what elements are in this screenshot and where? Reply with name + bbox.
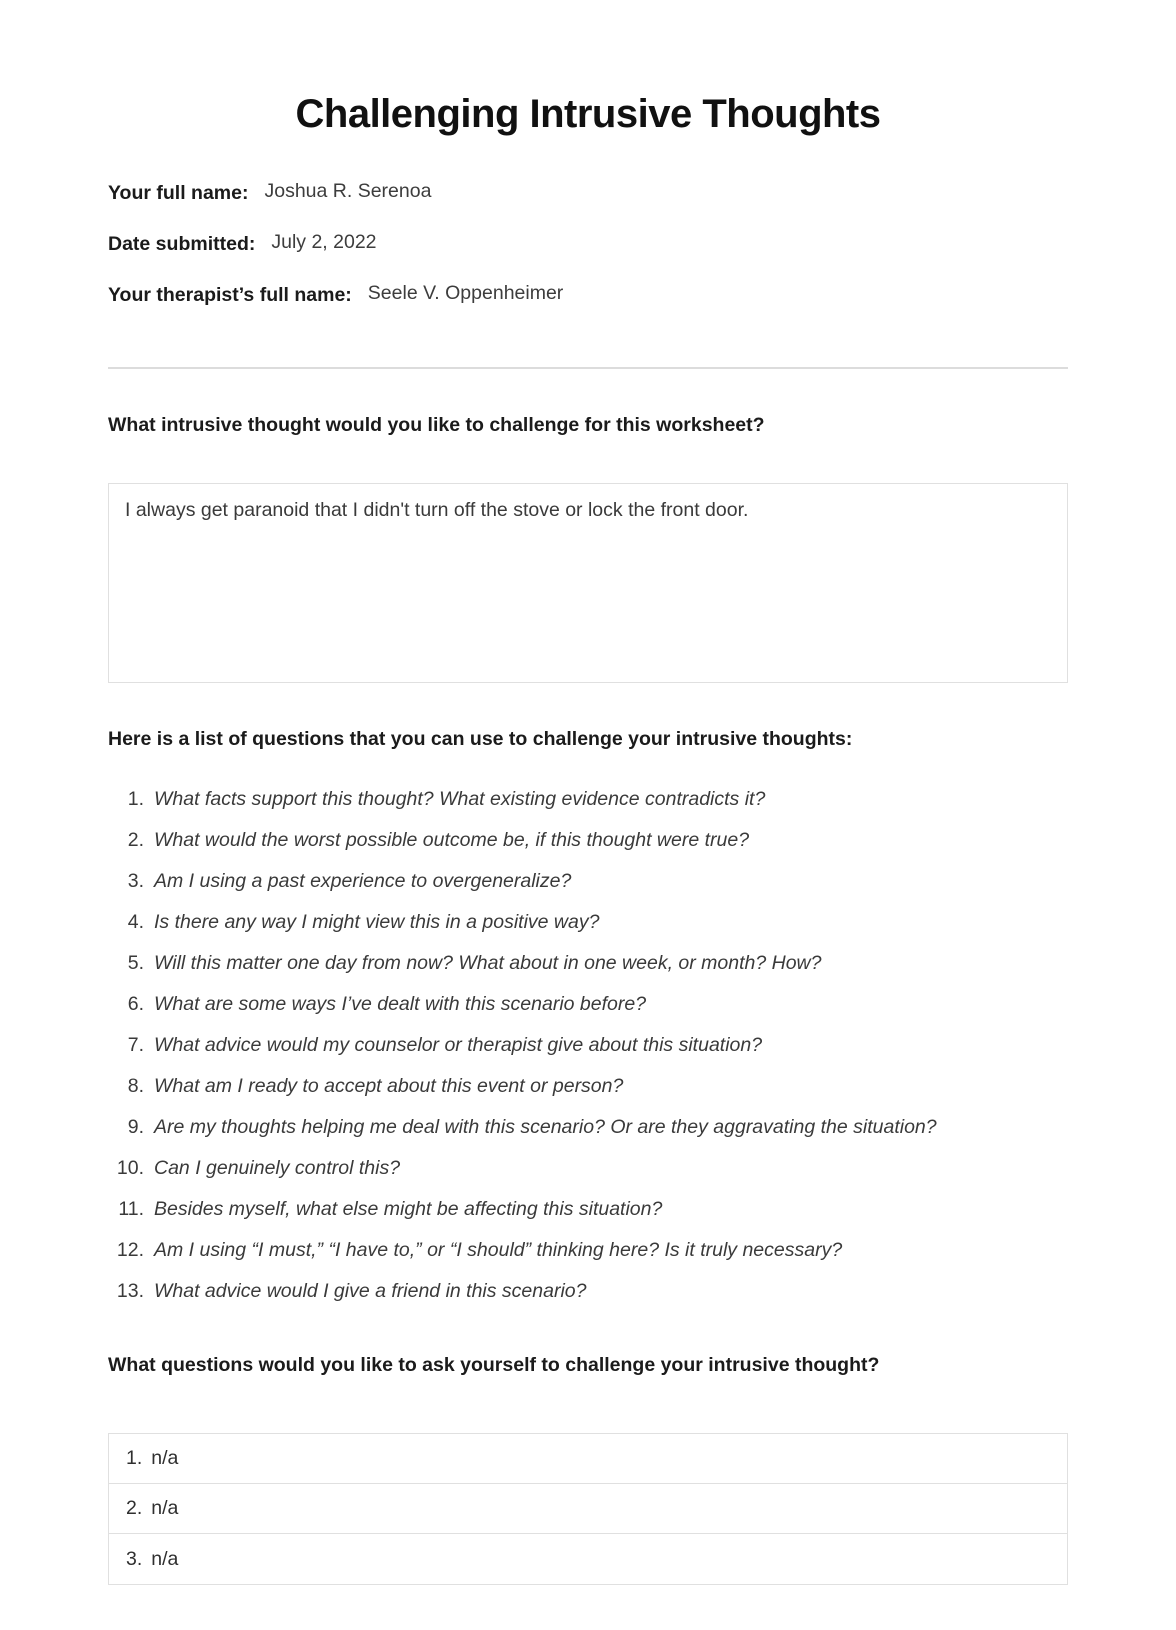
full-name-value[interactable]: Joshua R. Serenoa bbox=[264, 180, 432, 202]
therapist-name-label: Your therapist’s full name: bbox=[108, 284, 352, 306]
intrusive-thought-question-heading: What intrusive thought would you like to challenge for this worksheet? bbox=[108, 414, 765, 436]
date-submitted-value[interactable]: July 2, 2022 bbox=[271, 231, 377, 253]
full-name-row bbox=[108, 181, 1068, 205]
therapist-name-value[interactable]: Seele V. Oppenheimer bbox=[367, 282, 564, 304]
full-name-label: Your full name: bbox=[108, 182, 249, 204]
therapist-name-row bbox=[108, 283, 1068, 307]
challenge-question-7: What advice would my counselor or therapist give about this situation? bbox=[154, 1034, 763, 1056]
self-question-value-2[interactable]: n/a bbox=[151, 1497, 179, 1519]
intrusive-thought-answer-box[interactable]: I always get paranoid that I didn't turn off the stove or lock the front door. bbox=[108, 483, 1068, 683]
self-question-value-1[interactable]: n/a bbox=[151, 1447, 179, 1469]
challenge-question-4: Is there any way I might view this in a positive way? bbox=[154, 911, 600, 933]
page-title: Challenging Intrusive Thoughts bbox=[295, 92, 881, 136]
self-questions-heading: What questions would you like to ask yourself to challenge your intrusive thought? bbox=[108, 1354, 880, 1376]
challenge-question-9: Are my thoughts helping me deal with this scenario? Or are they aggravating the situation? bbox=[154, 1116, 937, 1138]
challenge-question-3: Am I using a past experience to overgeneralize? bbox=[154, 870, 572, 892]
challenge-question-8: What am I ready to accept about this event or person? bbox=[154, 1075, 624, 1097]
date-submitted-label: Date submitted: bbox=[108, 233, 256, 255]
challenge-question-2: What would the worst possible outcome be, if this thought were true? bbox=[154, 829, 750, 851]
challenge-questions-list bbox=[108, 787, 1068, 1303]
challenge-question-5: Will this matter one day from now? What about in one week, or month? How? bbox=[154, 952, 822, 974]
challenge-question-12: Am I using “I must,” “I have to,” or “I should” thinking here? Is it truly necessary? bbox=[154, 1239, 843, 1261]
self-question-row-2[interactable] bbox=[109, 1484, 1067, 1534]
challenge-list-heading: Here is a list of questions that you can use to challenge your intrusive thoughts: bbox=[108, 728, 853, 750]
self-questions-table bbox=[108, 1433, 1068, 1585]
challenge-question-11: Besides myself, what else might be affecting this situation? bbox=[154, 1198, 663, 1220]
challenge-question-1: What facts support this thought? What existing evidence contradicts it? bbox=[154, 788, 766, 810]
self-question-value-3[interactable]: n/a bbox=[151, 1547, 179, 1570]
challenge-question-10: Can I genuinely control this? bbox=[154, 1157, 401, 1179]
challenge-question-13: What advice would I give a friend in this scenario? bbox=[154, 1280, 587, 1302]
date-submitted-row bbox=[108, 232, 1068, 256]
challenge-question-6: What are some ways I’ve dealt with this scenario before? bbox=[154, 993, 647, 1015]
self-question-row-1[interactable] bbox=[109, 1434, 1067, 1484]
self-question-row-3[interactable] bbox=[109, 1534, 1067, 1584]
section-divider bbox=[108, 367, 1068, 369]
